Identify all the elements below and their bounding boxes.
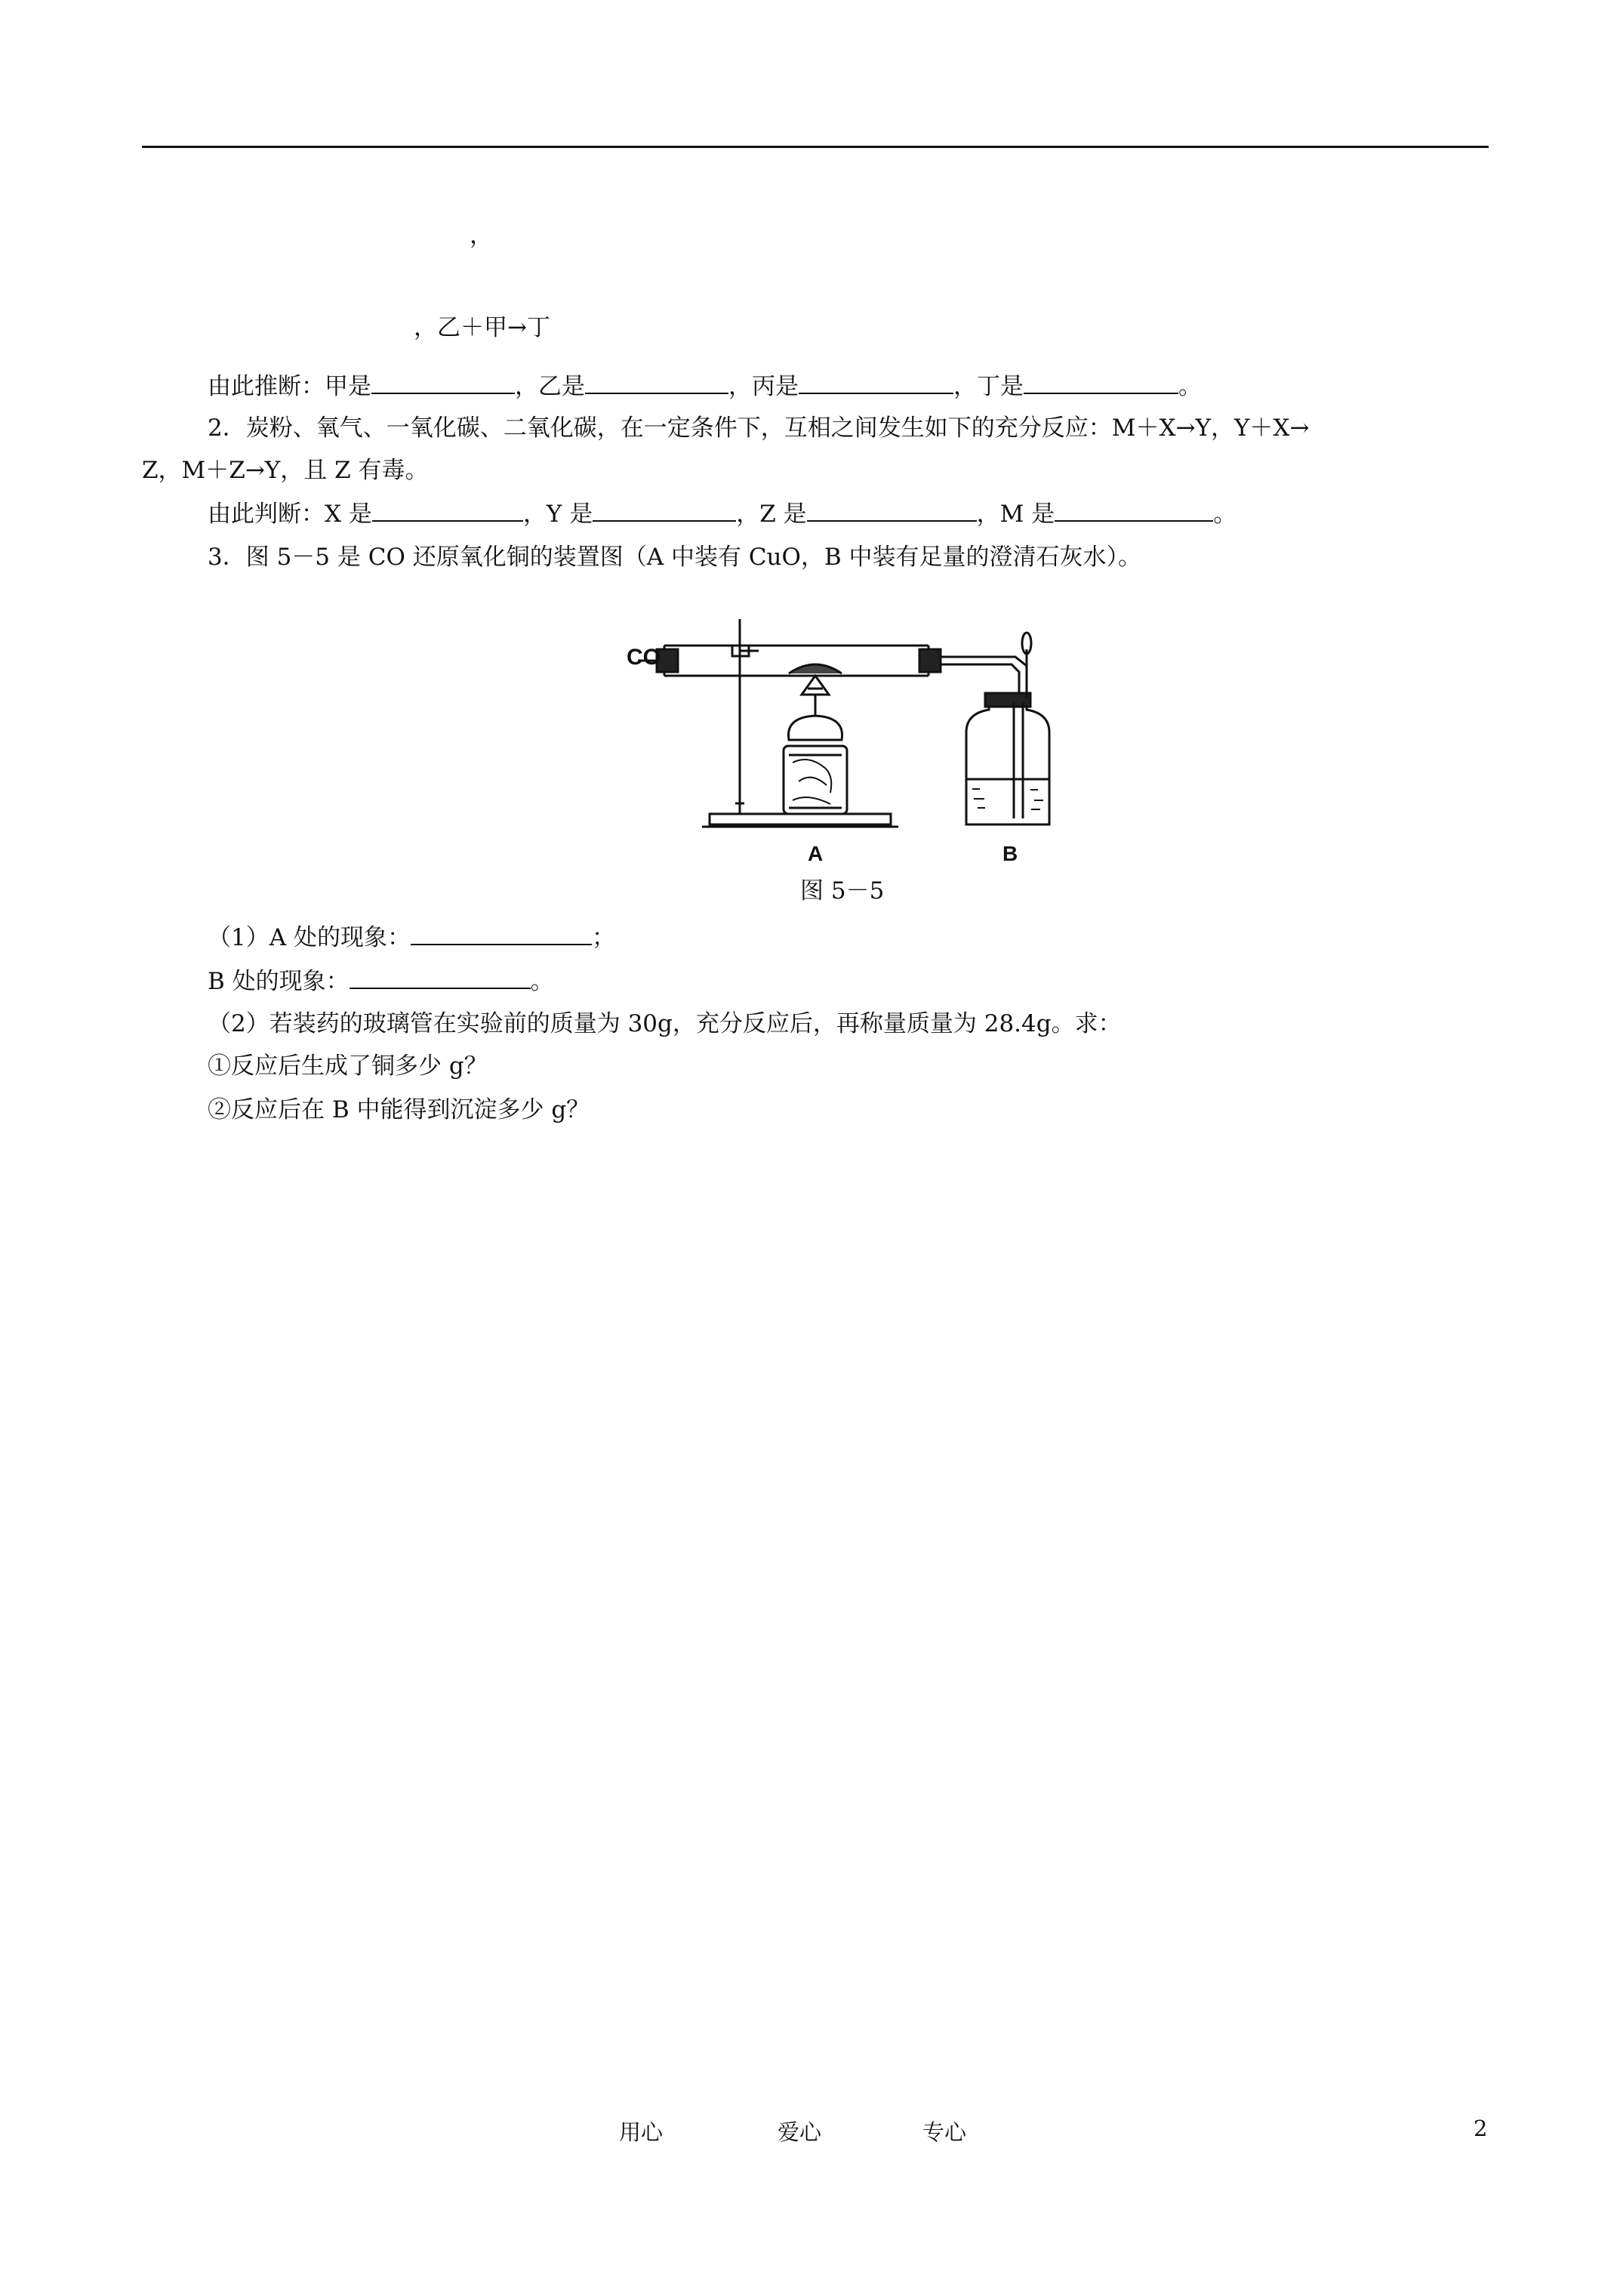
answer-blank-jia[interactable] (371, 370, 515, 394)
q2-lead: 由此判断：X 是 (208, 501, 372, 528)
q3-p1b-lead: B 处的现象： (208, 968, 350, 995)
q3-p1-end: ； (591, 924, 615, 951)
q1-lead: 由此推断：甲是 (208, 373, 371, 400)
answer-blank-b-phenomenon[interactable] (350, 965, 531, 989)
q3-part1-a (208, 921, 615, 953)
q3-p1-lead: （1）A 处的现象： (208, 924, 411, 951)
q2-line1: 2．炭粉、氧气、一氧化碳、二氧化碳，在一定条件下，互相之间发生如下的充分反应：M＋X→Y，Y＋X→ (208, 415, 1310, 442)
q2-sep2: ，Z 是 (736, 501, 807, 528)
q1-sep1: ，乙是 (515, 373, 585, 400)
q2-sep3: ，M 是 (976, 501, 1055, 528)
q1-end: 。 (1178, 373, 1202, 400)
q2-end: 。 (1213, 501, 1237, 528)
q3-sub1: ①反应后生成了铜多少 g？ (208, 1052, 488, 1080)
answer-blank-m[interactable] (1055, 498, 1213, 522)
footer-word-2: 爱心 (778, 2119, 822, 2145)
q3-part2: （2）若装药的玻璃管在实验前的质量为 30g，充分反应后，再称量质量为 28.4g。求： (208, 1010, 1122, 1037)
q1-sep2: ，丙是 (728, 373, 799, 400)
answer-blank-ding[interactable] (1024, 370, 1178, 394)
q3-part1-b (208, 965, 554, 997)
page-number: 2 (1474, 2116, 1488, 2141)
q3-p1b-end: 。 (530, 968, 554, 995)
label-b: B (1002, 842, 1018, 865)
q3-intro: 3．图 5－5 是 CO 还原氧化铜的装置图（A 中装有 CuO，B 中装有足量的澄清石灰水）。 (208, 544, 1142, 571)
answer-blank-z[interactable] (807, 498, 977, 522)
q2-answer-line (208, 498, 1236, 529)
q1-sep3: ，丁是 (953, 373, 1024, 400)
co-reduction-apparatus (604, 604, 1057, 891)
reaction-tail: ，乙＋甲→丁 (414, 314, 550, 341)
answer-blank-a-phenomenon[interactable] (411, 921, 592, 945)
answer-blank-x[interactable] (372, 498, 523, 522)
answer-blank-y[interactable] (593, 498, 736, 522)
q1-answer-line (208, 370, 1202, 402)
stray-comma: ， (470, 222, 493, 249)
gas-inlet-label: CO (627, 645, 661, 670)
q2-sep1: ，Y 是 (522, 501, 593, 528)
figure-caption: 图 5－5 (800, 877, 885, 905)
answer-blank-bing[interactable] (799, 370, 953, 394)
q3-sub2: ②反应后在 B 中能得到沉淀多少 g？ (208, 1096, 590, 1123)
label-a: A (808, 842, 824, 865)
footer-word-1: 用心 (619, 2119, 664, 2145)
footer-word-3: 专心 (922, 2119, 967, 2145)
answer-blank-yi[interactable] (585, 370, 728, 394)
q2-line2: Z，M＋Z→Y，且 Z 有毒。 (142, 457, 429, 484)
header-rule (142, 146, 1489, 148)
